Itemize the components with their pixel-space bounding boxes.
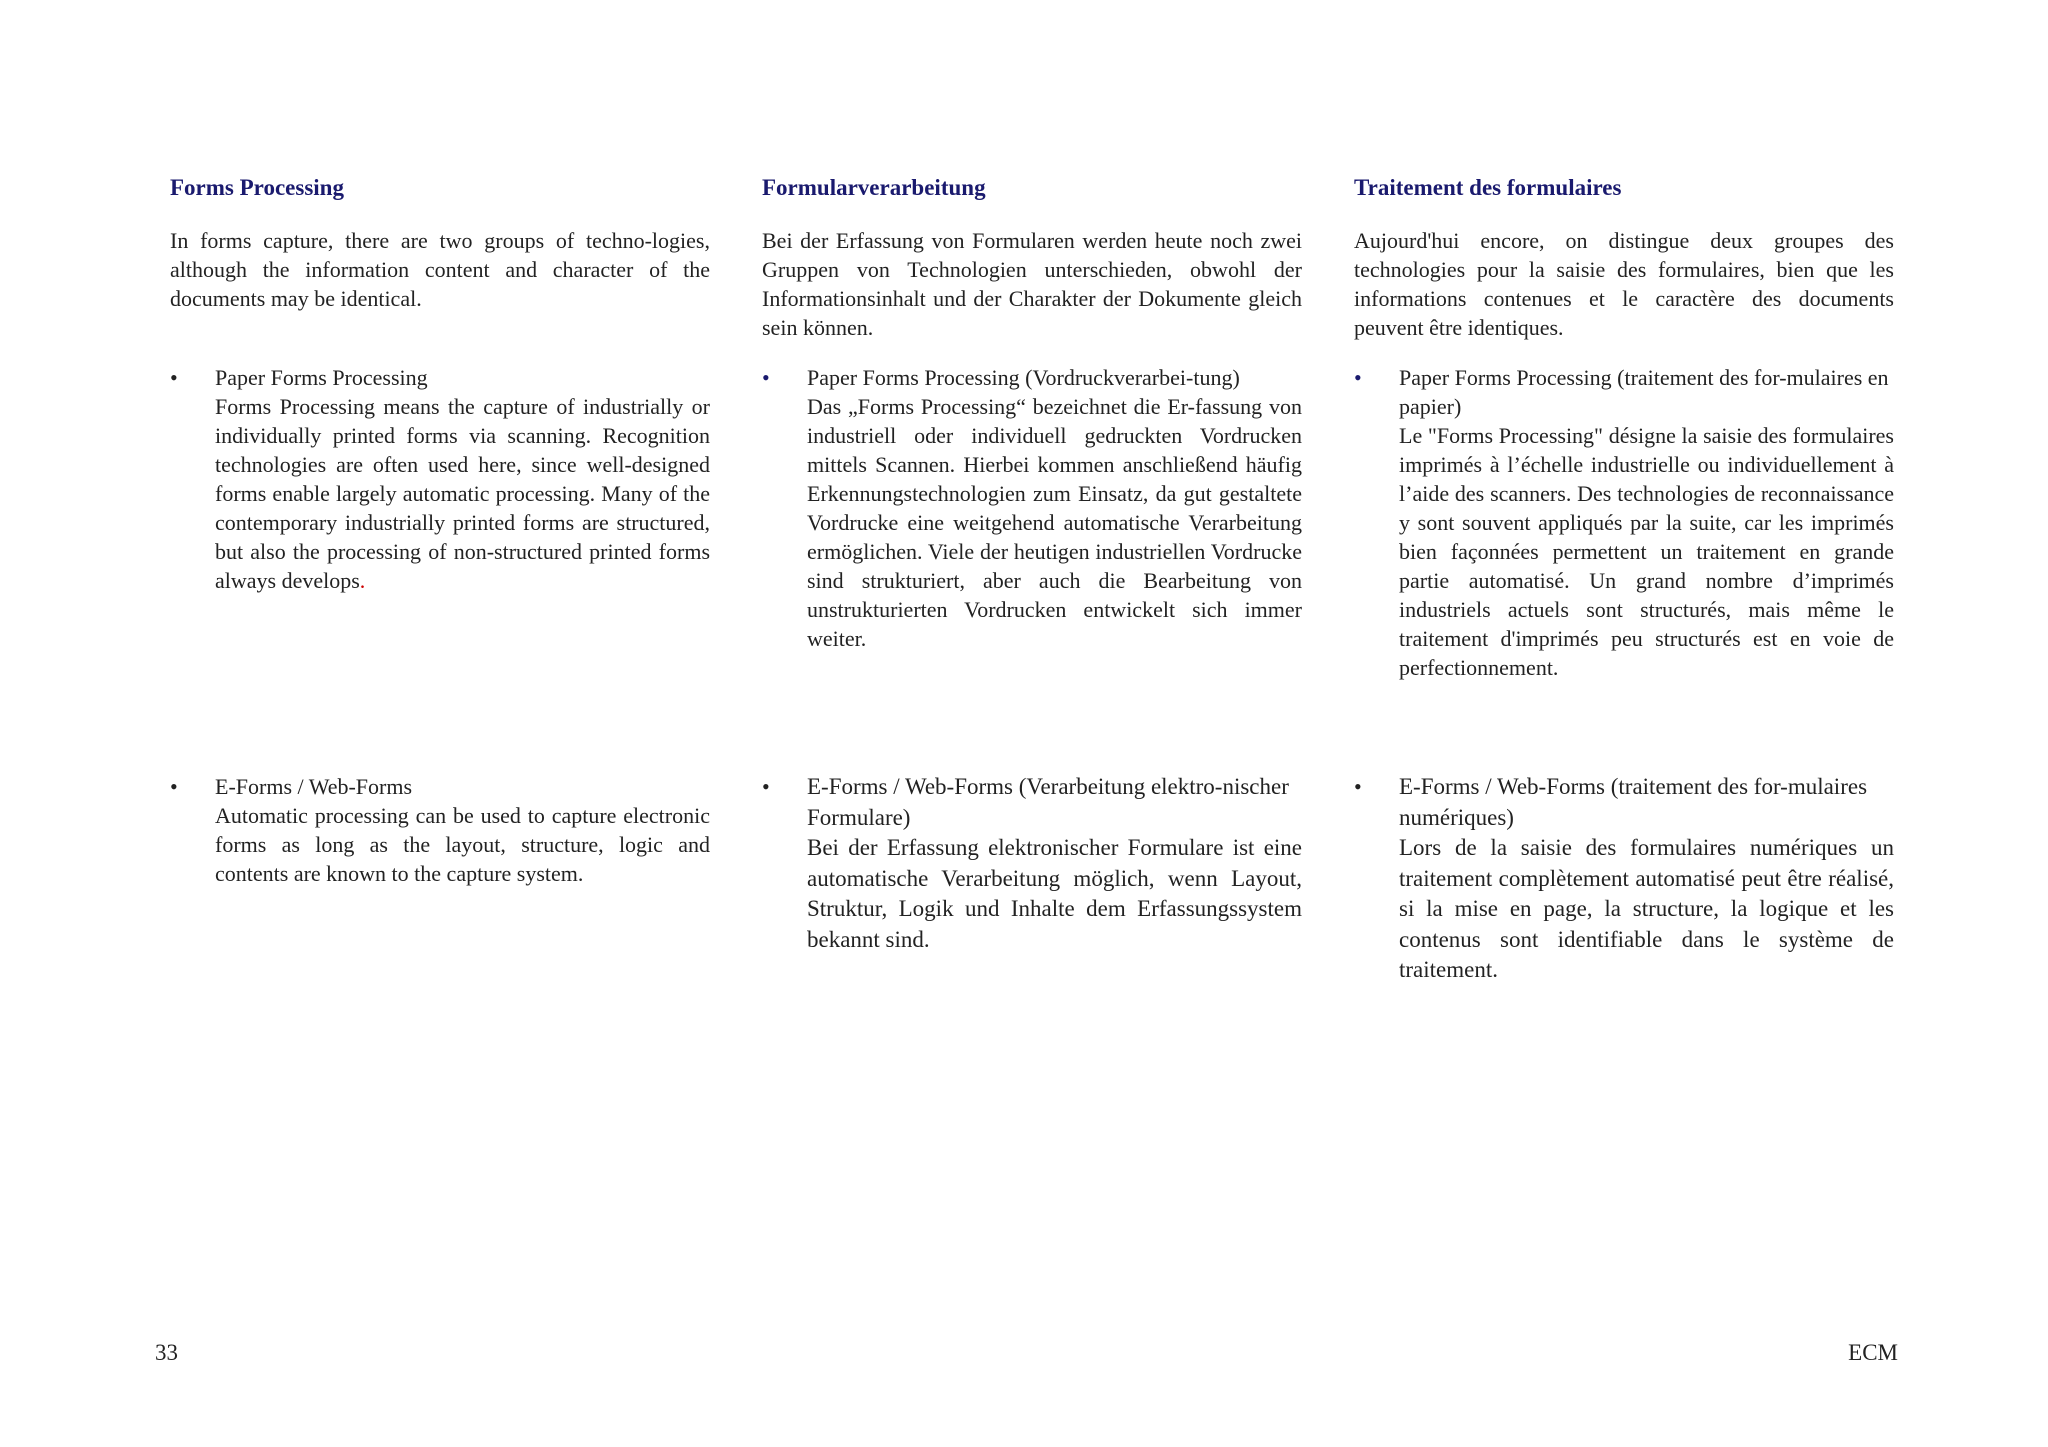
intro-paragraph: Bei der Erfassung von Formularen werden heute noch zwei Gruppen von Technologien unterschieden, obwohl der Informationsinhalt und der Charakter der Dokumente gleich sein können. xyxy=(762,228,1302,340)
bullet-title: Paper Forms Processing (Vordruckverarbei-tung) xyxy=(807,365,1240,390)
section-heading: Forms Processing xyxy=(170,175,344,200)
bullet-e-forms xyxy=(170,772,710,888)
bullet-text-content: Forms Processing means the capture of industrially or individually printed forms via scanning. Recognition technologies are often used here, since well-designed forms enable largely automatic processing. Many of the contemporary industrially printed forms are structured, but also the processing of non-structured printed forms always develops xyxy=(215,394,710,593)
section-heading: Traitement des formulaires xyxy=(1354,175,1622,200)
bullet-marker: • xyxy=(1354,774,1362,799)
column-french xyxy=(1354,170,1894,982)
bullet-text: Bei der Erfassung elektronischer Formulare ist eine automatische Verarbeitung möglich, wenn Layout, Struktur, Logik und Inhalte dem Erfassungssystem bekannt sind. xyxy=(807,835,1302,952)
intro-paragraph: Aujourd'hui encore, on distingue deux groupes des technologies pour la saisie des formulaires, bien que les informations contenues et le caractère des documents peuvent être identiques. xyxy=(1354,228,1894,340)
bullet-marker: • xyxy=(170,365,178,390)
bullet-text: Le "Forms Processing" désigne la saisie des formulaires imprimés à l’échelle industrielle ou individuellement à l’aide des scanners. Des technologies de reconnaissance y sont souvent appliqués par la suite, car les imprimés bien façonnées permettent un traitement en grande partie automatisé. Un grand nombre d’imprimés industriels actuels sont structurés, mais même le traitement d'imprimés peu structurés est en voie de perfectionnement. xyxy=(1399,423,1894,680)
bullet-title: E-Forms / Web-Forms (Verarbeitung elektro-nischer Formulare) xyxy=(807,774,1289,830)
column-english xyxy=(170,170,710,886)
bullet-text: Automatic processing can be used to capture electronic forms as long as the layout, structure, logic and contents are known to the capture system. xyxy=(215,803,710,886)
page-number: 33 xyxy=(155,1340,178,1365)
highlight-period: . xyxy=(359,568,366,593)
column-german xyxy=(762,170,1302,952)
bullet-paper-forms xyxy=(170,363,710,595)
bullet-e-forms xyxy=(1354,772,1894,986)
bullet-title: Paper Forms Processing (traitement des for-mulaires en papier) xyxy=(1399,365,1889,419)
bullet-paper-forms xyxy=(1354,363,1894,682)
section-heading: Formularverarbeitung xyxy=(762,175,986,200)
bullet-text xyxy=(215,392,710,595)
bullet-title: E-Forms / Web-Forms (traitement des for-mulaires numériques) xyxy=(1399,774,1868,830)
bullet-body xyxy=(1399,363,1894,682)
bullet-marker: • xyxy=(762,774,770,799)
running-footer-title: ECM xyxy=(1848,1340,1898,1365)
bullet-title: E-Forms / Web-Forms xyxy=(215,774,413,799)
bullet-body xyxy=(1399,772,1894,986)
bullet-marker: • xyxy=(170,774,178,799)
bullet-text: Lors de la saisie des formulaires numériques un traitement complètement automatisé peut être réalisé, si la mise en page, la structure, la logique et les contenus sont identifiable dans le système de traitement. xyxy=(1399,835,1894,982)
bullet-text: Das „Forms Processing“ bezeichnet die Er-fassung von industriell oder individuell gedruckten Vordrucken mittels Scannen. Hierbei kommen anschließend häufig Erkennungstechnologien zum Einsatz, da gut gestaltete Vordrucke eine weitgehend automatische Verarbeitung ermöglichen. Viele der heutigen industriellen Vordrucke sind strukturiert, aber auch die Bearbeitung von unstrukturierten Vordrucken entwickelt sich immer weiter. xyxy=(807,394,1302,651)
bullet-body xyxy=(807,772,1302,955)
bullet-title: Paper Forms Processing xyxy=(215,365,428,390)
bullet-marker: • xyxy=(762,365,770,390)
bullet-body xyxy=(215,363,710,595)
intro-paragraph: In forms capture, there are two groups of techno-logies, although the information content and character of the documents may be identical. xyxy=(170,228,710,311)
bullet-paper-forms xyxy=(762,363,1302,653)
bullet-e-forms xyxy=(762,772,1302,955)
bullet-marker: • xyxy=(1354,365,1362,390)
bullet-body xyxy=(807,363,1302,653)
bullet-body xyxy=(215,772,710,888)
